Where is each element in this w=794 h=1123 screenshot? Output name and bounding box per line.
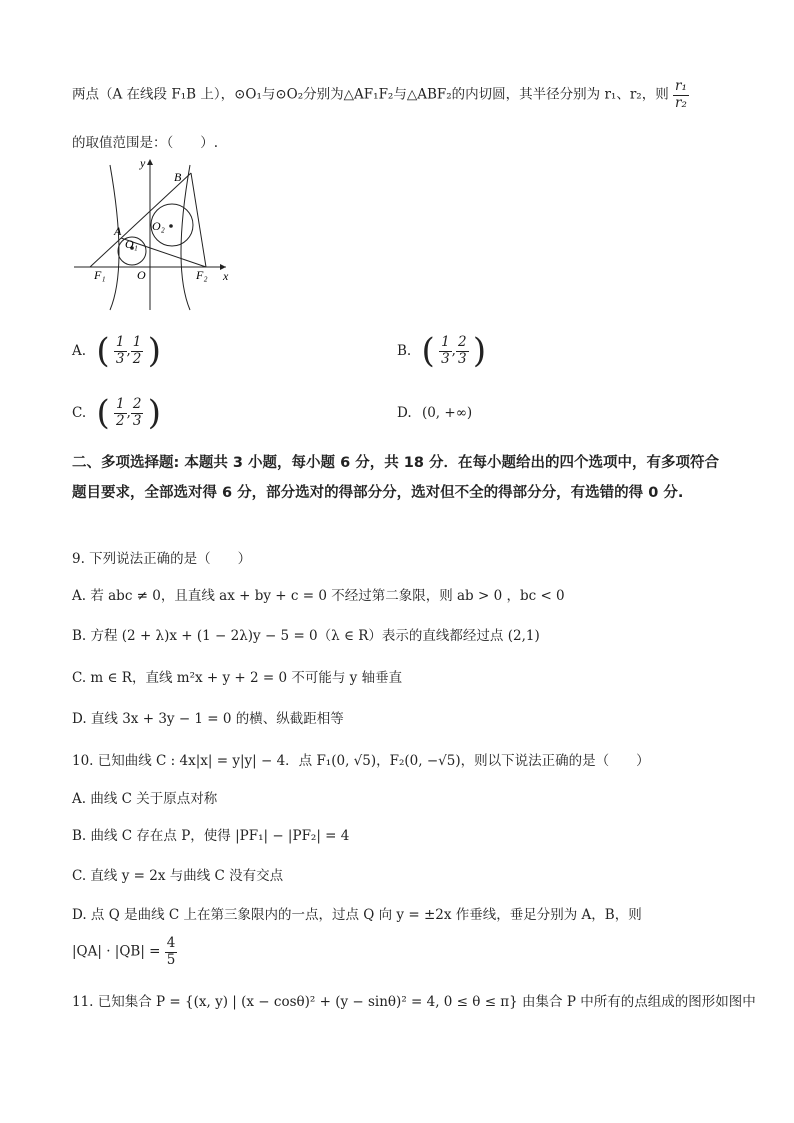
paren-open: ( (96, 393, 110, 433)
den: 2 (132, 350, 142, 367)
label-o2: O₂ (152, 219, 165, 233)
q9-option-a[interactable]: A. 若 abc ≠ 0，且直线 ax + by + c = 0 不经过第二象限，则 ab > 0 ，bc < 0 (72, 588, 565, 604)
label-x: x (223, 269, 229, 283)
label-a: A (114, 224, 122, 238)
q8-option-d[interactable] (397, 405, 472, 421)
paren-open: ( (96, 331, 110, 371)
q8-option-b[interactable]: B. ( $\frac{1}{3}$ , $\frac{2}{3}$ ) (397, 331, 487, 371)
num: 1 (132, 334, 142, 350)
frac-b (131, 398, 144, 428)
option-label: D. (397, 405, 412, 421)
option-label: B. (397, 342, 412, 359)
q9-stem: 9. 下列说法正确的是（ ） (72, 551, 252, 567)
label-b: B (174, 170, 182, 184)
frac-a (114, 336, 127, 366)
option-text: (0, +∞) (421, 405, 473, 421)
q10-option-c[interactable]: C. 直线 y = 2x 与曲线 C 没有交点 (72, 868, 284, 884)
q8-option-a[interactable]: A. ( $\frac{1}{3}$ , $\frac{1}{2}$ ) (72, 331, 161, 371)
den: 3 (457, 350, 467, 367)
r1-over-r2 (673, 80, 689, 110)
line-f1-b (90, 173, 191, 267)
qa-qb-expression: |QA| · |QB| = (72, 943, 161, 960)
q8-option-c[interactable]: C. ( $\frac{1}{2}$ , $\frac{2}{3}$ ) (72, 393, 162, 433)
paren-open: ( (421, 331, 435, 371)
frac-b (456, 336, 469, 366)
num: 2 (457, 334, 467, 350)
label-f2: F₂ (196, 268, 208, 282)
num: 4 (166, 935, 176, 951)
den: 2 (116, 412, 125, 429)
q10-option-b[interactable]: B. 曲线 C 存在点 P，使得 |PF₁| − |PF₂| = 4 (72, 828, 350, 844)
label-f1: F₁ (94, 268, 106, 282)
q10-stem: 10. 已知曲线 C : 4x|x| = y|y| − 4．点 F₁(0, √5)，F₂(0, −√5)，则以下说法正确的是（ ） (72, 753, 650, 769)
q9-option-b[interactable]: B. 方程 (2 + λ)x + (1 − 2λ)y − 5 = 0（λ ∈ R）表示的直线都经过点 (2,1) (72, 628, 540, 644)
section-2-instructions: 二、多项选择题: 本题共 3 小题，每小题 6 分，共 18 分．在每小题给出的四个选项中，有多项符合题目要求，全部选对得 6 分，部分选对的得部分分，选对但不全的得部分分，有选错的得 0 分. (72, 455, 719, 501)
label-o1: O₁ (125, 237, 138, 251)
label-y: y (140, 156, 146, 170)
hyperbola-figure (70, 155, 240, 315)
den: 3 (132, 412, 142, 429)
q10-option-d[interactable]: D. 点 Q 是曲线 C 上在第三象限内的一点，过点 Q 向 y = ±2x 作垂线，垂足分别为 A，B，则 (72, 907, 642, 923)
label-o: O (137, 268, 146, 282)
q9-option-d[interactable]: D. 直线 3x + 3y − 1 = 0 的横、纵截距相等 (72, 711, 344, 727)
q9-option-c[interactable]: C. m ∈ R，直线 m²x + y + 2 = 0 不可能与 y 轴垂直 (72, 670, 403, 686)
q8-line1-text: 两点（A 在线段 F₁B 上），⊙O₁与⊙O₂分别为△AF₁F₂与△ABF₂的内切圆，其半径分别为 r₁、r₂，则 (72, 86, 669, 103)
option-label: C. (72, 404, 87, 421)
frac-den: r₂ (675, 94, 687, 111)
q11-stem: 11. 已知集合 P = {(x, y) | (x − cosθ)² + (y − sinθ)² = 4, 0 ≤ θ ≤ π} 由集合 P 中所有的点组成的图形如图中 (72, 994, 756, 1010)
frac-a (114, 398, 127, 428)
q8-line1 (72, 80, 689, 110)
q10-option-d-cont (72, 937, 177, 967)
option-label: A. (72, 342, 87, 359)
line-b-f2 (191, 173, 206, 267)
frac-num: r₁ (675, 78, 687, 94)
den: 3 (441, 350, 450, 367)
frac-a (439, 336, 452, 366)
num: 2 (132, 396, 142, 412)
num: 1 (115, 334, 125, 350)
point-o2 (169, 224, 173, 228)
den: 3 (115, 350, 125, 367)
paren-close: ) (147, 331, 161, 371)
paren-close: ) (147, 393, 162, 433)
q8-line2: 的取值范围是：（ ）. (72, 135, 219, 151)
num: 1 (441, 334, 450, 350)
den: 5 (166, 951, 176, 968)
y-axis-arrow (147, 159, 153, 165)
frac-4-5 (165, 937, 178, 967)
num: 1 (116, 396, 125, 412)
paren-close: ) (472, 331, 487, 371)
q10-option-a[interactable]: A. 曲线 C 关于原点对称 (72, 791, 218, 807)
frac-b (131, 336, 144, 366)
